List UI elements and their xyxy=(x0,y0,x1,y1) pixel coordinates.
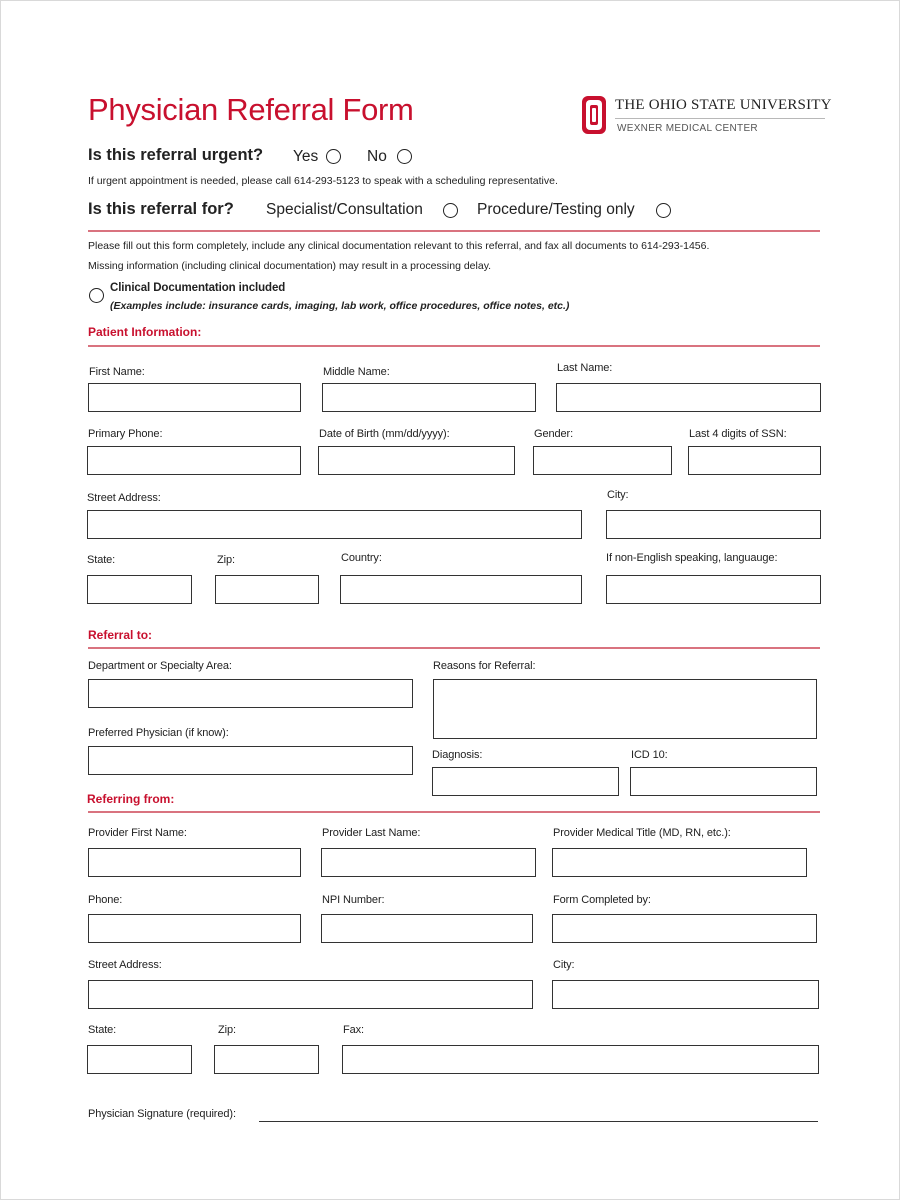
referral-for-question: Is this referral for? xyxy=(88,200,234,218)
diagnosis-input[interactable] xyxy=(432,767,619,796)
last-name-input[interactable] xyxy=(556,383,821,412)
street-address-input[interactable] xyxy=(87,510,582,539)
patient-information-heading: Patient Information: xyxy=(88,325,202,339)
dob-input[interactable] xyxy=(318,446,515,475)
logo-medical-center: WEXNER MEDICAL CENTER xyxy=(617,123,758,134)
preferred-physician-input[interactable] xyxy=(88,746,413,775)
provider-last-name-label: Provider Last Name: xyxy=(322,827,421,839)
physician-signature-line[interactable] xyxy=(259,1121,818,1122)
language-label: If non-English speaking, languauge: xyxy=(606,552,778,564)
country-input[interactable] xyxy=(340,575,582,604)
npi-input[interactable] xyxy=(321,914,533,943)
provider-first-name-label: Provider First Name: xyxy=(88,827,187,839)
specialist-consultation-label: Specialist/Consultation xyxy=(266,201,423,218)
referring-zip-input[interactable] xyxy=(214,1045,319,1074)
language-input[interactable] xyxy=(606,575,821,604)
last-name-label: Last Name: xyxy=(557,362,613,374)
city-input[interactable] xyxy=(606,510,821,539)
referring-street-label: Street Address: xyxy=(88,959,162,971)
provider-first-name-input[interactable] xyxy=(88,848,301,877)
urgent-no-label: No xyxy=(367,148,387,165)
urgent-yes-radio[interactable] xyxy=(326,149,341,164)
referral-to-heading: Referral to: xyxy=(88,628,153,642)
reasons-label: Reasons for Referral: xyxy=(433,660,536,672)
urgent-no-radio[interactable] xyxy=(397,149,412,164)
icd10-input[interactable] xyxy=(630,767,817,796)
country-label: Country: xyxy=(341,552,382,564)
referring-city-label: City: xyxy=(553,959,575,971)
fax-label: Fax: xyxy=(343,1024,364,1036)
icd10-label: ICD 10: xyxy=(631,749,668,761)
dob-label: Date of Birth (mm/dd/yyyy): xyxy=(319,428,450,440)
referring-city-input[interactable] xyxy=(552,980,819,1009)
ssn-input[interactable] xyxy=(688,446,821,475)
provider-last-name-input[interactable] xyxy=(321,848,536,877)
patient-section-line xyxy=(88,345,820,347)
phone-input[interactable] xyxy=(88,914,301,943)
divider-line xyxy=(88,230,820,232)
urgent-question: Is this referral urgent? xyxy=(88,146,264,164)
clinical-documentation-label: Clinical Documentation included xyxy=(110,282,286,294)
reasons-textarea[interactable] xyxy=(433,679,817,739)
referring-zip-label: Zip: xyxy=(218,1024,236,1036)
department-label: Department or Specialty Area: xyxy=(88,660,232,672)
gender-input[interactable] xyxy=(533,446,672,475)
referring-state-label: State: xyxy=(88,1024,117,1036)
fax-input[interactable] xyxy=(342,1045,819,1074)
clinical-documentation-examples: (Examples include: insurance cards, imaging, lab work, office procedures, office notes, etc.) xyxy=(110,300,570,312)
diagnosis-label: Diagnosis: xyxy=(432,749,483,761)
gender-label: Gender: xyxy=(534,428,574,440)
instructions-line2: Missing information (including clinical documentation) may result in a processing delay. xyxy=(88,260,492,272)
referring-from-heading: Referring from: xyxy=(87,792,175,806)
referral-section-line xyxy=(88,647,820,649)
zip-label: Zip: xyxy=(217,554,235,566)
urgent-yes-label: Yes xyxy=(293,148,319,165)
middle-name-label: Middle Name: xyxy=(323,366,390,378)
street-address-label: Street Address: xyxy=(87,492,161,504)
preferred-physician-label: Preferred Physician (if know): xyxy=(88,727,229,739)
phone-label: Phone: xyxy=(88,894,123,906)
city-label: City: xyxy=(607,489,629,501)
form-completed-by-label: Form Completed by: xyxy=(553,894,651,906)
zip-input[interactable] xyxy=(215,575,319,604)
logo-divider xyxy=(615,118,825,119)
state-input[interactable] xyxy=(87,575,192,604)
instructions-line1: Please fill out this form completely, include any clinical documentation relevant to this referral, and fax all documents to 614-293-1456. xyxy=(88,240,710,252)
form-completed-by-input[interactable] xyxy=(552,914,817,943)
specialist-consultation-radio[interactable] xyxy=(443,203,458,218)
department-input[interactable] xyxy=(88,679,413,708)
procedure-testing-label: Procedure/Testing only xyxy=(477,201,635,218)
provider-title-input[interactable] xyxy=(552,848,807,877)
npi-label: NPI Number: xyxy=(322,894,385,906)
clinical-documentation-radio[interactable] xyxy=(89,288,104,303)
ssn-label: Last 4 digits of SSN: xyxy=(689,428,787,440)
middle-name-input[interactable] xyxy=(322,383,536,412)
procedure-testing-radio[interactable] xyxy=(656,203,671,218)
state-label: State: xyxy=(87,554,116,566)
urgent-note: If urgent appointment is needed, please call 614-293-5123 to speak with a scheduling representative. xyxy=(88,175,558,187)
referring-state-input[interactable] xyxy=(87,1045,192,1074)
primary-phone-label: Primary Phone: xyxy=(88,428,163,440)
referring-section-line xyxy=(88,811,820,813)
referring-street-input[interactable] xyxy=(88,980,533,1009)
first-name-label: First Name: xyxy=(89,366,145,378)
block-o-logo-icon xyxy=(582,96,606,134)
first-name-input[interactable] xyxy=(88,383,301,412)
form-title: Physician Referral Form xyxy=(88,92,414,127)
provider-title-label: Provider Medical Title (MD, RN, etc.): xyxy=(553,827,731,839)
physician-signature-label: Physician Signature (required): xyxy=(88,1108,236,1120)
primary-phone-input[interactable] xyxy=(87,446,301,475)
logo-university-name: THE OHIO STATE UNIVERSITY xyxy=(615,97,832,113)
